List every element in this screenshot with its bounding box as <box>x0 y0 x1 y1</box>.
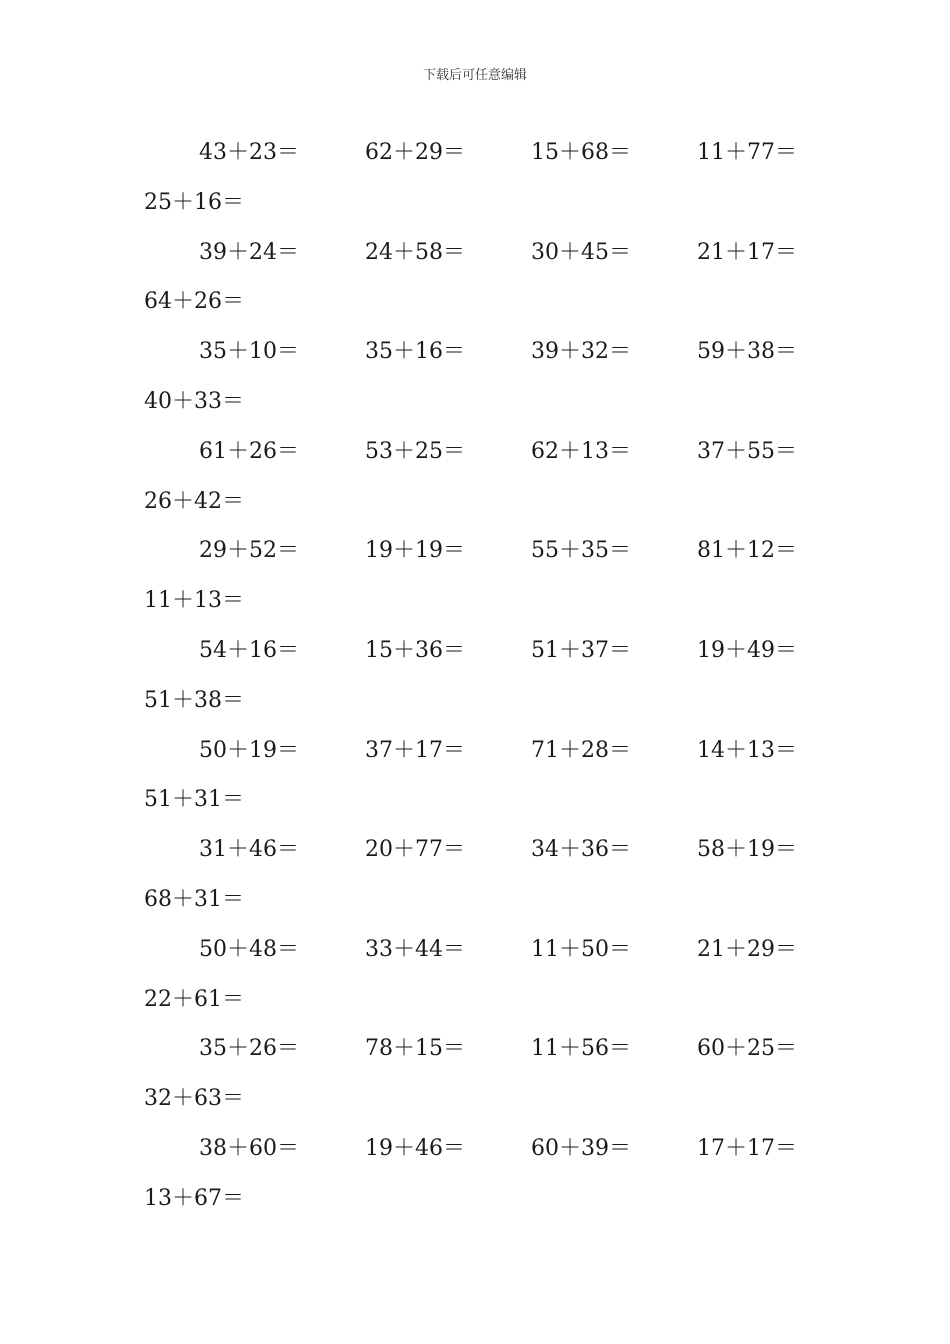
problem-row-wrap <box>0 775 950 825</box>
equation: 61＋26＝ <box>199 438 299 464</box>
equation: 43＋23＝ <box>199 140 299 165</box>
problem-row-wrap <box>0 676 950 726</box>
problem-row <box>0 726 950 776</box>
equation: 39＋24＝ <box>199 239 299 265</box>
equation: 51＋31＝ <box>144 787 244 813</box>
equation: 35＋26＝ <box>199 1036 299 1062</box>
equation: 71＋28＝ <box>531 737 631 763</box>
equation: 50＋19＝ <box>199 737 299 763</box>
equation: 62＋13＝ <box>531 438 631 464</box>
problem-row <box>0 825 950 875</box>
problem-row <box>0 128 950 178</box>
equation: 25＋16＝ <box>144 189 244 215</box>
equation: 22＋61＝ <box>144 986 244 1012</box>
problem-row-wrap <box>0 178 950 228</box>
equation: 50＋48＝ <box>199 936 299 962</box>
equation: 62＋29＝ <box>365 140 465 165</box>
equation: 15＋36＝ <box>365 637 465 663</box>
problem-row <box>0 1124 950 1174</box>
equation: 53＋25＝ <box>365 438 465 464</box>
equation: 55＋35＝ <box>531 538 631 564</box>
equation: 31＋46＝ <box>199 837 299 863</box>
equation: 19＋46＝ <box>365 1135 465 1161</box>
equation: 21＋17＝ <box>697 239 797 265</box>
equation: 81＋12＝ <box>697 538 797 564</box>
problem-row-wrap <box>0 1074 950 1124</box>
problem-row-wrap <box>0 576 950 626</box>
equation: 17＋17＝ <box>697 1135 797 1161</box>
equation: 30＋45＝ <box>531 239 631 265</box>
equation: 40＋33＝ <box>144 388 244 414</box>
equation: 38＋60＝ <box>199 1135 299 1161</box>
equation: 35＋16＝ <box>365 339 465 365</box>
equation: 58＋19＝ <box>697 837 797 863</box>
problem-row <box>0 925 950 975</box>
problem-row <box>0 327 950 377</box>
problem-row <box>0 526 950 576</box>
equation: 29＋52＝ <box>199 538 299 564</box>
equation: 19＋19＝ <box>365 538 465 564</box>
problem-row-wrap <box>0 277 950 327</box>
equation: 11＋13＝ <box>144 588 244 614</box>
problem-row-wrap <box>0 975 950 1025</box>
equation: 13＋67＝ <box>144 1185 244 1211</box>
equation: 64＋26＝ <box>144 289 244 315</box>
equation: 24＋58＝ <box>365 239 465 265</box>
problem-list <box>0 128 950 1224</box>
equation: 37＋55＝ <box>697 438 797 464</box>
page-header: 下载后可任意编辑 <box>422 68 527 83</box>
equation: 34＋36＝ <box>531 837 631 863</box>
problem-row-wrap <box>0 477 950 527</box>
equation: 37＋17＝ <box>365 737 465 763</box>
problem-row <box>0 1024 950 1074</box>
equation: 51＋38＝ <box>144 687 244 713</box>
equation: 15＋68＝ <box>531 140 631 165</box>
equation: 11＋50＝ <box>531 936 631 962</box>
equation: 32＋63＝ <box>144 1086 244 1112</box>
equation: 11＋77＝ <box>697 140 797 165</box>
equation: 33＋44＝ <box>365 936 465 962</box>
problem-row <box>0 228 950 278</box>
problem-row-wrap <box>0 875 950 925</box>
equation: 35＋10＝ <box>199 339 299 365</box>
equation: 11＋56＝ <box>531 1036 631 1062</box>
equation: 26＋42＝ <box>144 488 244 514</box>
equation: 78＋15＝ <box>365 1036 465 1062</box>
equation: 51＋37＝ <box>531 637 631 663</box>
equation: 54＋16＝ <box>199 637 299 663</box>
equation: 19＋49＝ <box>697 637 797 663</box>
equation: 14＋13＝ <box>697 737 797 763</box>
equation: 39＋32＝ <box>531 339 631 365</box>
equation: 20＋77＝ <box>365 837 465 863</box>
equation: 21＋29＝ <box>697 936 797 962</box>
problem-row-wrap <box>0 1174 950 1224</box>
problem-row <box>0 427 950 477</box>
problem-row-wrap <box>0 377 950 427</box>
equation: 68＋31＝ <box>144 886 244 912</box>
equation: 59＋38＝ <box>697 339 797 365</box>
problem-row <box>0 626 950 676</box>
equation: 60＋39＝ <box>531 1135 631 1161</box>
equation: 60＋25＝ <box>697 1036 797 1062</box>
